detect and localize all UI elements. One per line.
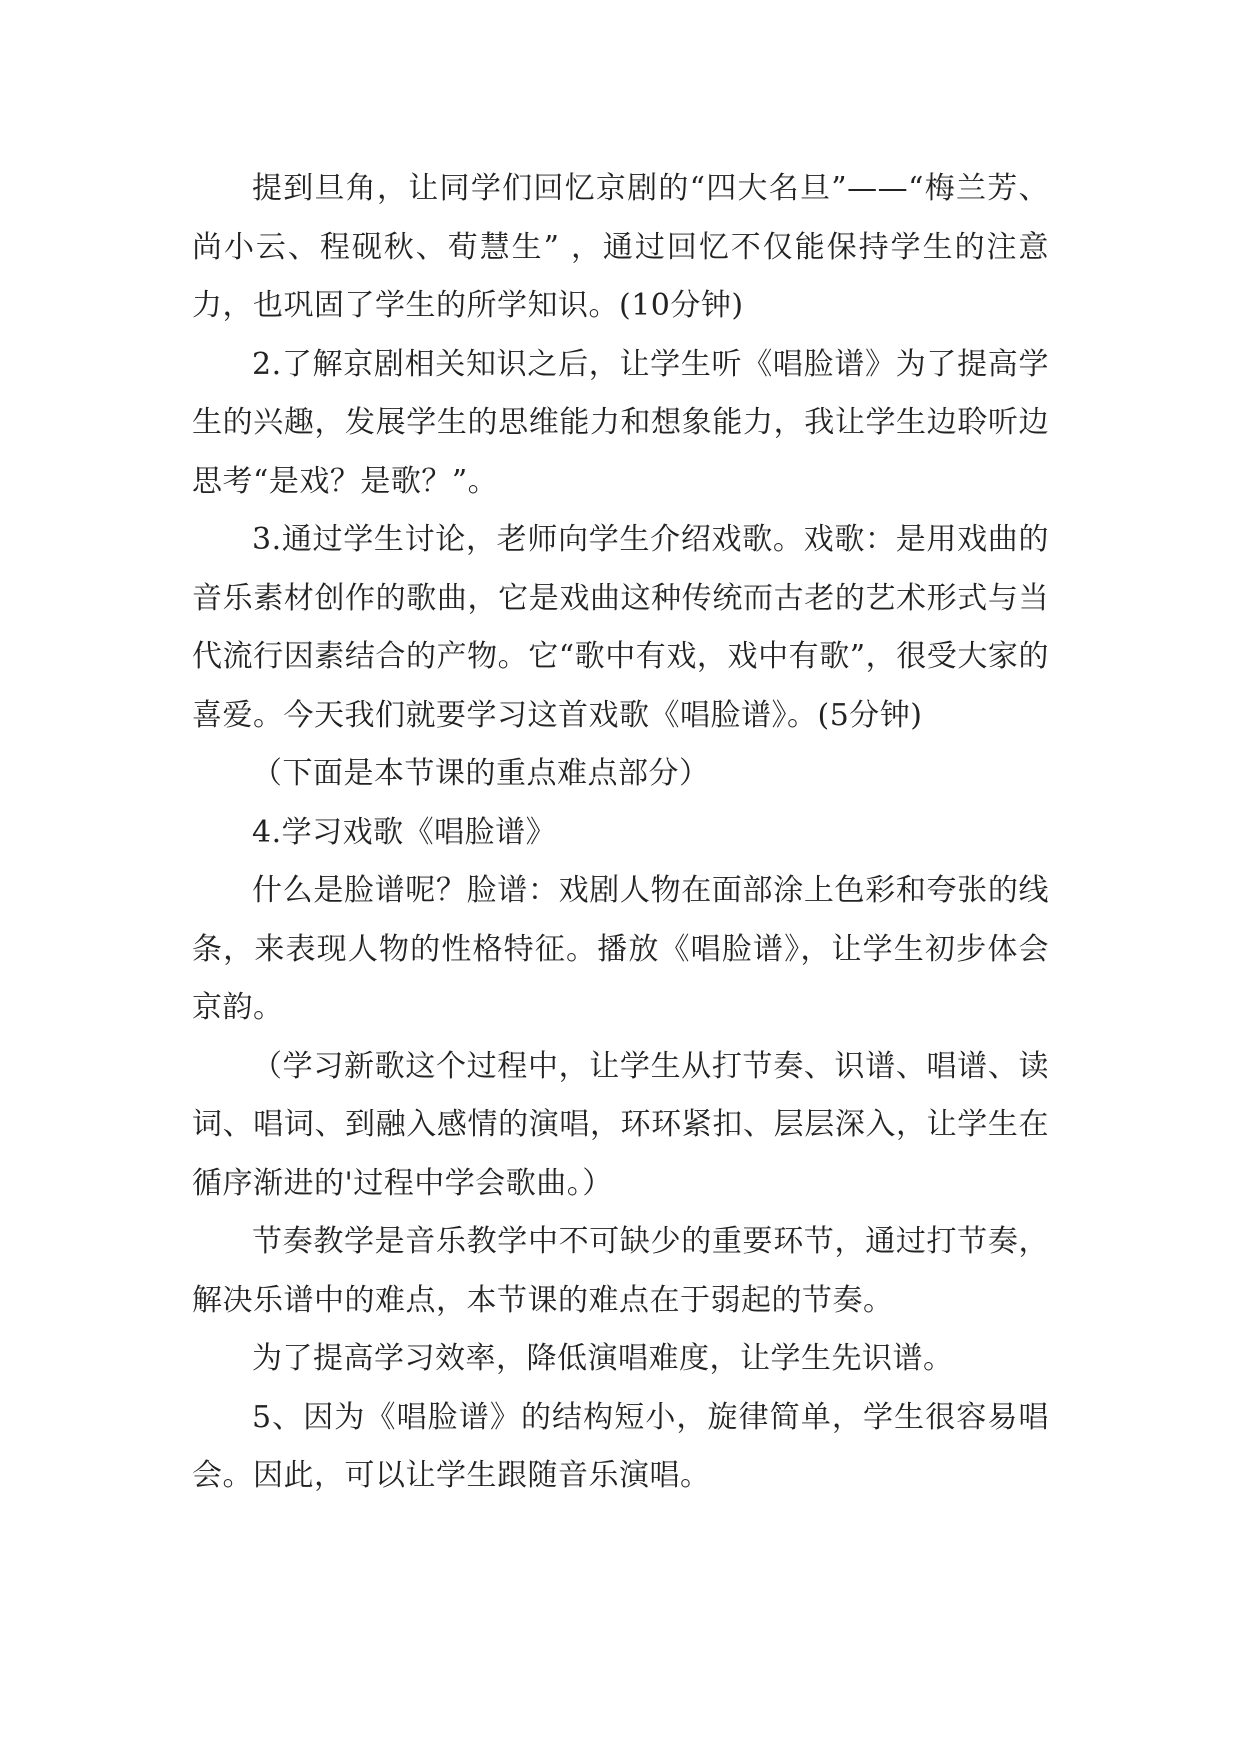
paragraph-learning-process-note: （学习新歌这个过程中，让学生从打节奏、识谱、唱谱、读词、唱词、到融入感情的演唱，环环紧扣、层层深入，让学生在循序渐进的'过程中学会歌曲。） bbox=[192, 1048, 1049, 1201]
paragraph-listen-song: 2.了解京剧相关知识之后，让学生听《唱脸谱》为了提高学生的兴趣，发展学生的思维能力和想象能力，我让学生边聆听边思考“是戏？是歌？”。 bbox=[192, 346, 1049, 499]
paragraph-learn-song-heading: 4.学习戏歌《唱脸谱》 bbox=[252, 814, 557, 850]
paragraph-key-section-note: （下面是本节课的重点难点部分） bbox=[252, 756, 710, 791]
paragraph-rhythm-teaching: 节奏教学是音乐教学中不可缺少的重要环节，通过打节奏，解决乐谱中的难点，本节课的难点在于弱起的节奏。 bbox=[192, 1224, 1049, 1318]
paragraph-read-score-first: 为了提高学习效率，降低演唱难度，让学生先识谱。 bbox=[252, 1341, 954, 1376]
paragraph-what-is-lianpu: 什么是脸谱呢？脸谱：戏剧人物在面部涂上色彩和夸张的线条，来表现人物的性格特征。播放《唱脸谱》，让学生初步体会京韵。 bbox=[192, 873, 1049, 1025]
document-body bbox=[192, 160, 1049, 1506]
paragraph-sing-along: 5、因为《唱脸谱》的结构短小，旋律简单，学生很容易唱会。因此，可以让学生跟随音乐演唱。 bbox=[192, 1399, 1049, 1493]
paragraph-review-dan-roles: 提到旦角，让同学们回忆京剧的“四大名旦”——“梅兰芳、尚小云、程砚秋、荀慧生” ，通过回忆不仅能保持学生的注意力，也巩固了学生的所学知识。(10分钟) bbox=[192, 171, 1049, 323]
paragraph-introduce-xige: 3.通过学生讨论，老师向学生介绍戏歌。戏歌：是用戏曲的音乐素材创作的歌曲，它是戏曲这种传统而古老的艺术形式与当代流行因素结合的产物。它“歌中有戏，戏中有歌”，很受大家的喜爱。今天我们就要学习这首戏歌《唱脸谱》。(5分钟) bbox=[192, 522, 1049, 733]
